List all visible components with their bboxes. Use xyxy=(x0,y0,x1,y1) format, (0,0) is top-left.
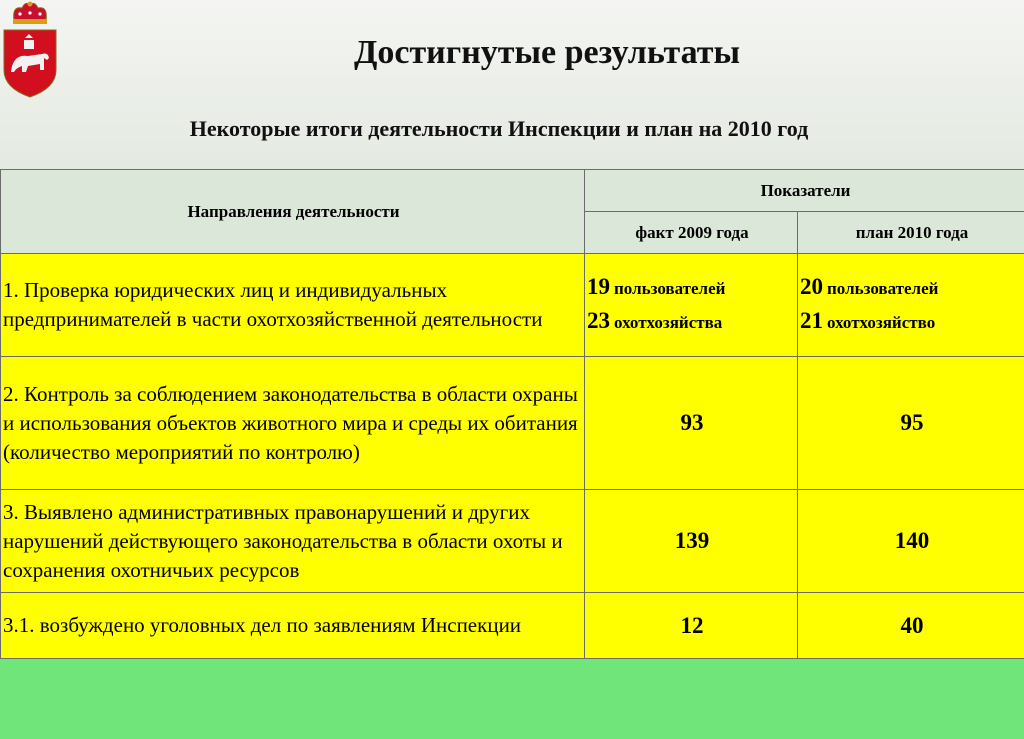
plan-value: 20 xyxy=(800,274,823,299)
header-indicators: Показатели xyxy=(585,170,1024,212)
row-plan-value: 40 xyxy=(798,593,1024,659)
row-activity: 3. Выявлено административных правонарушений и других нарушений действующего законодательства в области охоты и сохранения охотничьих ресурсов xyxy=(1,490,585,593)
row-activity: 3.1. возбуждено уголовных дел по заявлениям Инспекции xyxy=(1,593,585,659)
header-fact-2009: факт 2009 года xyxy=(585,212,798,254)
bottom-band xyxy=(0,658,1024,739)
fact-value: 19 xyxy=(587,274,610,299)
row-fact-value: 139 xyxy=(585,490,798,593)
plan-unit: пользователей xyxy=(827,279,939,298)
table-row xyxy=(1,357,1024,490)
results-table xyxy=(0,169,1024,659)
row-fact-value: 12 xyxy=(585,593,798,659)
header-plan-2010: план 2010 года xyxy=(798,212,1024,254)
table-row xyxy=(1,490,1024,593)
row-fact-value: 93 xyxy=(585,357,798,490)
plan-unit: охотхозяйство xyxy=(827,313,936,332)
row-activity: 2. Контроль за соблюдением законодательства в области охраны и использования объектов животного мира и среды их обитания (количество мероприятий по контролю) xyxy=(1,357,585,490)
page-title: Достигнутые результаты xyxy=(354,34,740,71)
plan-value: 21 xyxy=(800,308,823,333)
row-plan-cell xyxy=(798,254,1024,357)
header-activity: Направления деятельности xyxy=(1,170,585,254)
row-fact-cell xyxy=(585,254,798,357)
row-plan-value: 140 xyxy=(798,490,1024,593)
fact-unit: охотхозяйства xyxy=(614,313,723,332)
row-plan-value: 95 xyxy=(798,357,1024,490)
fact-unit: пользователей xyxy=(614,279,726,298)
table-row xyxy=(1,254,1024,357)
page-subtitle: Некоторые итоги деятельности Инспекции и план на 2010 год xyxy=(189,116,809,141)
fact-value: 23 xyxy=(587,308,610,333)
row-activity: 1. Проверка юридических лиц и индивидуальных предпринимателей в части охотхозяйственной деятельности xyxy=(1,254,585,357)
table-row xyxy=(1,593,1024,659)
